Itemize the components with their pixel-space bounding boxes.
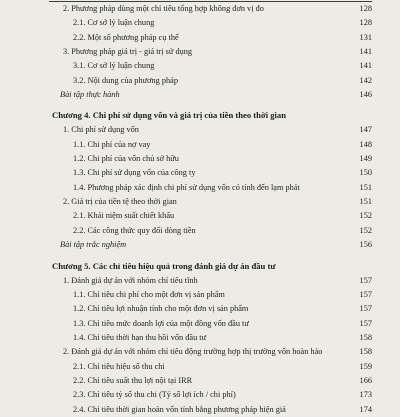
entry-text: 2.3. Chỉ tiêu tỷ số thu chi (Tỷ số lợi ích / chi phí) [73, 390, 236, 400]
entry-page: 158 [359, 347, 372, 357]
entry-text: 3.1. Cơ sở lý luận chung [73, 61, 155, 71]
entry-page: 157 [359, 289, 372, 299]
toc-entry [40, 45, 372, 59]
toc-entry [40, 360, 372, 374]
toc-exercise-entry [40, 238, 372, 252]
toc-entry [40, 152, 372, 166]
entry-text: 2.1. Chỉ tiêu hiệu số thu chi [73, 361, 165, 371]
toc-entry [40, 16, 372, 30]
entry-text: 2.2. Một số phương pháp cụ thể [73, 32, 179, 42]
entry-text: 3. Phương pháp giá trị - giá trị sử dụng [63, 47, 193, 57]
chapter-heading [40, 108, 372, 123]
entry-page: 149 [359, 154, 372, 164]
toc-entry [40, 302, 372, 316]
entry-text: Bài tập trắc nghiệm [60, 240, 127, 250]
entry-page: 159 [359, 361, 372, 371]
entry-text: 1.3. Chi phí sử dụng vốn của công ty [73, 168, 196, 178]
entry-page: 166 [359, 375, 372, 385]
toc-entry [40, 388, 372, 402]
toc-entry [40, 138, 372, 152]
entry-page: 156 [359, 240, 372, 250]
toc-entry [40, 403, 372, 417]
entry-page: 131 [359, 32, 372, 42]
toc-entry [40, 288, 372, 302]
entry-page: 142 [359, 75, 372, 85]
entry-page: 157 [359, 318, 372, 328]
entry-text: 2.1. Khái niệm suất chiết khấu [73, 211, 175, 221]
entry-page: 157 [359, 275, 372, 285]
toc-entry [40, 224, 372, 238]
chapter-title: Chương 4. Chi phí sử dụng vốn và giá trị của tiền theo thời gian [52, 110, 287, 121]
entry-text: 1.2. Chỉ tiêu lợi nhuận tính cho một đơn vị sản phẩm [73, 304, 249, 314]
entry-text: 2.4. Chỉ tiêu thời gian hoàn vốn tính bằng phương pháp hiện giá [73, 404, 286, 414]
toc-entry [40, 345, 372, 359]
entry-page: 148 [359, 139, 372, 149]
chapter-title: Chương 5. Các chỉ tiêu hiệu quả trong đánh giá dự án đầu tư [52, 260, 276, 271]
toc-entry [40, 331, 372, 345]
entry-page: 151 [359, 197, 372, 207]
entry-text: 1.1. Chỉ tiêu chi phí cho một đơn vị sản phẩm [73, 289, 225, 299]
chapter-5-section [40, 259, 372, 417]
entry-text: 1.1. Chi phí của nợ vay [73, 139, 151, 149]
entry-page: 128 [359, 18, 372, 28]
toc-entry [40, 2, 372, 16]
entry-text: 2. Phương pháp dùng một chỉ tiêu tổng hợp không đơn vị đo [63, 4, 264, 13]
entry-page: 146 [359, 90, 372, 100]
toc-entry [40, 74, 372, 88]
entry-text: 3.2. Nội dung của phương pháp [73, 75, 178, 85]
entry-page: 174 [359, 404, 372, 414]
entry-text: 2. Đánh giá dự án với nhóm chỉ tiêu động trường hợp thị trường vốn hoàn hảo [63, 347, 323, 357]
entry-text: 2.1. Cơ sở lý luận chung [73, 18, 155, 28]
entry-text: 2.2. Chỉ tiêu suất thu lợi nội tại IRR [73, 375, 193, 385]
toc-entry [40, 195, 372, 209]
entry-text: 1.4. Phương pháp xác định chi phí sử dụng vốn có tính đến lạm phát [73, 182, 300, 192]
toc-entry [40, 317, 372, 331]
entry-page: 152 [359, 225, 372, 235]
entry-page: 147 [359, 125, 372, 135]
entry-text: 1.3. Chỉ tiêu mức doanh lợi của một đồng vốn đầu tư [73, 318, 249, 328]
toc-entry [40, 166, 372, 180]
entry-page: 152 [359, 211, 372, 221]
toc-entry [40, 123, 372, 137]
entry-text: 1. Đánh giá dự án với nhóm chỉ tiêu tĩnh [63, 275, 198, 285]
entry-page: 141 [359, 61, 372, 71]
entry-text: 1.2. Chi phí của vốn chủ sở hữu [73, 154, 179, 164]
entry-text: 2. Giá trị của tiền tệ theo thời gian [63, 197, 177, 207]
toc-exercise-entry [40, 88, 372, 102]
toc-entry [40, 181, 372, 195]
toc-top-section [40, 2, 372, 102]
toc-entry [40, 209, 372, 223]
toc-entry [40, 59, 372, 73]
entry-page: 128 [359, 4, 372, 13]
chapter-4-section [40, 108, 372, 252]
toc-entry [40, 274, 372, 288]
entry-page: 173 [359, 390, 372, 400]
entry-page: 150 [359, 168, 372, 178]
entry-text: 1. Chi phí sử dụng vốn [63, 125, 139, 135]
chapter-heading [40, 259, 372, 274]
entry-text: Bài tập thực hành [60, 90, 120, 100]
entry-page: 141 [359, 47, 372, 57]
entry-page: 158 [359, 332, 372, 342]
entry-page: 151 [359, 182, 372, 192]
entry-text: 1.4. Chỉ tiêu thời hạn thu hồi vốn đầu tư [73, 332, 207, 342]
toc-entry [40, 374, 372, 388]
entry-page: 157 [359, 304, 372, 314]
toc-entry [40, 31, 372, 45]
entry-text: 2.2. Các công thức quy đổi dòng tiền [73, 225, 196, 235]
